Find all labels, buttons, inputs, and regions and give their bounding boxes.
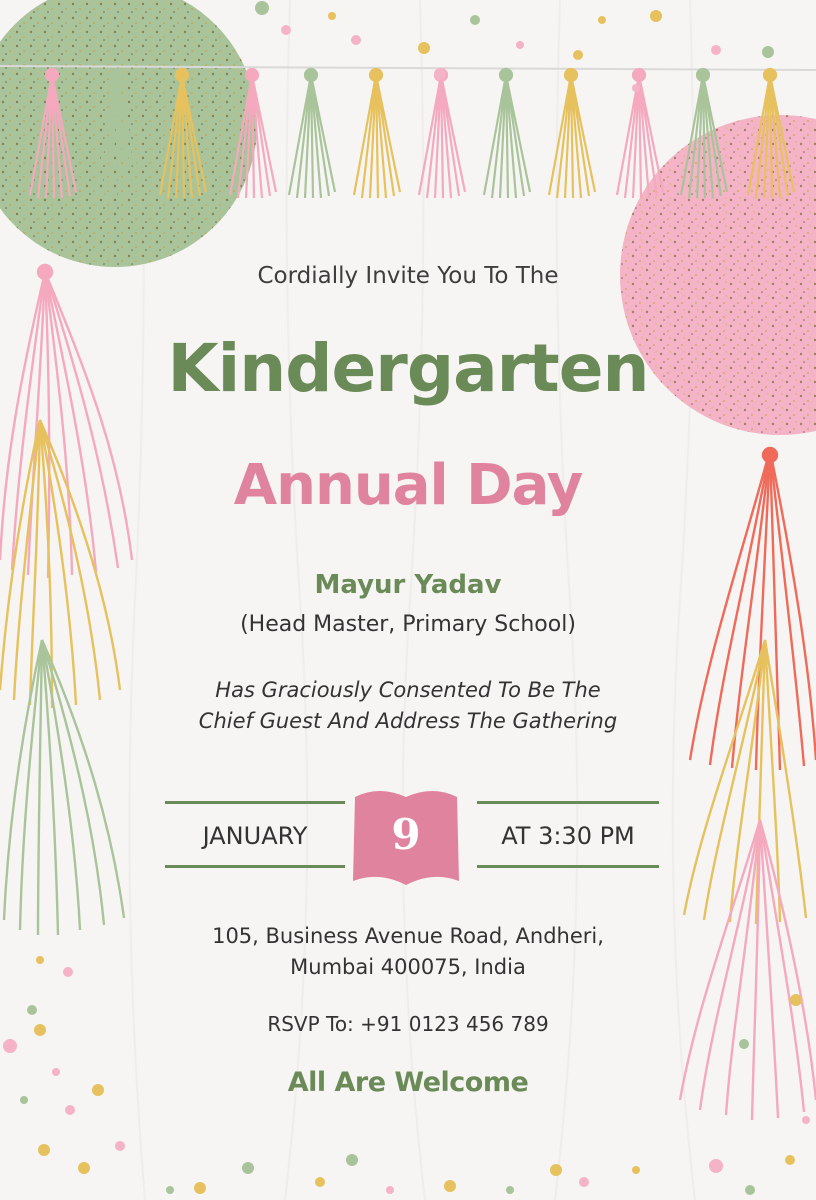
intro-text: Cordially Invite You To The — [257, 263, 559, 289]
chief-guest-role: (Head Master, Primary School) — [240, 612, 576, 637]
chief-guest-name: Mayur Yadav — [314, 570, 502, 600]
date-rule-top-left — [165, 801, 345, 804]
rsvp-contact: RSVP To: +91 0123 456 789 — [267, 1012, 549, 1036]
event-month: JANUARY — [202, 822, 308, 850]
event-title: Kindergarten — [167, 330, 649, 407]
address-line-2: Mumbai 400075, India — [290, 955, 526, 979]
event-subtitle: Annual Day — [233, 453, 583, 518]
event-day: 9 — [391, 810, 421, 859]
consent-line-1: Has Graciously Consented To Be The — [215, 678, 601, 702]
date-rule-bottom-left — [165, 865, 345, 868]
address-line-1: 105, Business Avenue Road, Andheri, — [212, 924, 604, 948]
consent-line-2: Chief Guest And Address The Gathering — [198, 709, 618, 733]
event-time: AT 3:30 PM — [501, 822, 635, 850]
date-rule-top-right — [477, 801, 659, 804]
welcome-note: All Are Welcome — [287, 1067, 529, 1098]
date-rule-bottom-right — [477, 865, 659, 868]
